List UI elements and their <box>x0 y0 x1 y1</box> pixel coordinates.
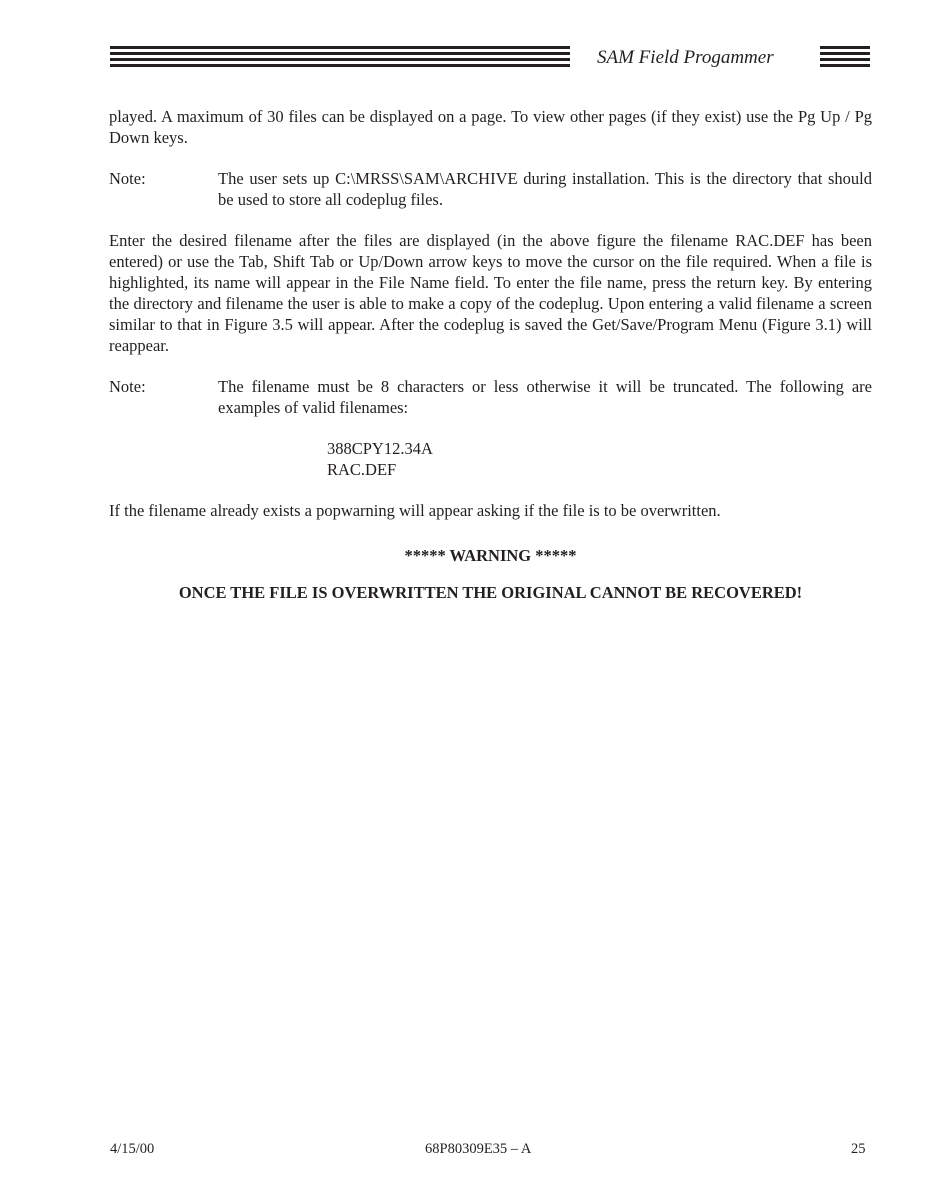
footer-date: 4/15/00 <box>110 1141 155 1157</box>
note-text <box>218 376 872 480</box>
footer-page-number: 25 <box>851 1141 866 1157</box>
note-archive-directory <box>109 168 872 210</box>
running-header-title: SAM Field Progammer <box>597 47 774 68</box>
note-text: The user sets up C:\MRSS\SAM\ARCHIVE during installation. This is the directory that should be used to store all codeplug files. <box>218 169 872 209</box>
note-label: Note: <box>109 377 146 396</box>
paragraph-enter-filename: Enter the desired filename after the files are displayed (in the above figure the filename RAC.DEF has been entered) or use the Tab, Shift Tab or Up/Down arrow keys to move the cursor on the file required. When a file is highlighted, its name will appear in the File Name field. To enter the file name, press the return key. By entering the directory and filename the user is able to make a copy of the codeplug. Upon entering a valid filename a screen similar to that in Figure 3.5 will appear. After the codeplug is saved the Get/Save/Program Menu (Figure 3.1) will reappear. <box>109 231 872 355</box>
footer-document-number: 68P80309E35 – A <box>425 1141 532 1157</box>
warning-message: ONCE THE FILE IS OVERWRITTEN THE ORIGINAL CANNOT BE RECOVERED! <box>178 583 803 602</box>
note-filename-text: The filename must be 8 characters or less otherwise it will be truncated. The following are examples of valid filenames: <box>218 377 872 417</box>
header-rule-right <box>820 46 870 68</box>
example-filenames <box>327 438 872 480</box>
header-rule-left <box>110 46 570 68</box>
warning-heading: ***** WARNING ***** <box>404 546 577 565</box>
example-filename: RAC.DEF <box>327 460 397 479</box>
paragraph-file-display: played. A maximum of 30 files can be displayed on a page. To view other pages (if they exist) use the Pg Up / Pg Down keys. <box>109 107 872 147</box>
note-filename-length <box>109 376 872 480</box>
example-filename: 388CPY12.34A <box>327 439 433 458</box>
note-label: Note: <box>109 169 146 188</box>
page-body <box>109 106 872 603</box>
paragraph-overwrite: If the filename already exists a popwarning will appear asking if the file is to be overwritten. <box>109 501 721 520</box>
